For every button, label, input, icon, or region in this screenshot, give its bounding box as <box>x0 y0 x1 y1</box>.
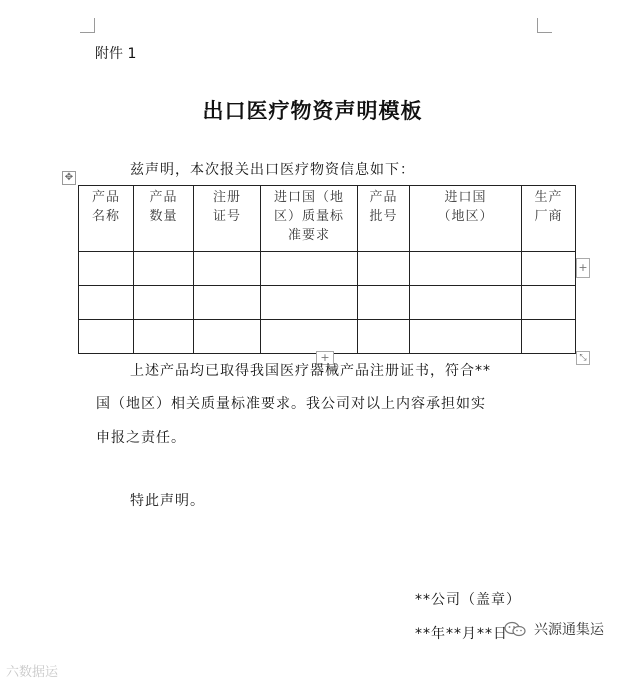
table-header-cell: 进口国 （地区） <box>410 186 522 252</box>
table-header-cell: 产品 批号 <box>358 186 410 252</box>
table-move-handle-icon[interactable]: ✥ <box>62 171 76 185</box>
table-cell[interactable] <box>134 286 194 320</box>
table-body <box>79 252 576 354</box>
statement-line-2: 国（地区）相关质量标准要求。我公司对以上内容承担如实 <box>96 396 486 412</box>
date-line: **年**月**日 <box>415 626 508 642</box>
table-row <box>79 286 576 320</box>
table-header-cell: 进口国（地 区）质量标 准要求 <box>261 186 358 252</box>
statement-line-1: 上述产品均已取得我国医疗器械产品注册证书，符合** <box>130 363 491 379</box>
table-cell[interactable] <box>134 320 194 354</box>
add-column-icon[interactable]: + <box>576 258 590 278</box>
table-row <box>79 252 576 286</box>
table-cell[interactable] <box>134 252 194 286</box>
table-cell[interactable] <box>79 286 134 320</box>
table-cell[interactable] <box>261 252 358 286</box>
intro-text: 兹声明，本次报关出口医疗物资信息如下： <box>130 162 415 178</box>
watermark-right-text: 兴源通集运 <box>534 622 604 638</box>
table-cell[interactable] <box>410 252 522 286</box>
watermark-right <box>504 619 604 639</box>
table-cell[interactable] <box>410 320 522 354</box>
company-seal-line: **公司（盖章） <box>415 592 521 608</box>
table-header-row <box>79 186 576 252</box>
add-row-icon[interactable]: + <box>316 351 334 365</box>
closing-text: 特此声明。 <box>130 493 205 509</box>
table-cell[interactable] <box>522 286 576 320</box>
table-cell[interactable] <box>261 286 358 320</box>
table-cell[interactable] <box>410 286 522 320</box>
wechat-icon <box>504 621 526 637</box>
table-resize-icon[interactable]: ⤡ <box>576 351 590 365</box>
crop-mark-top-left <box>80 18 95 33</box>
table-cell[interactable] <box>358 252 410 286</box>
crop-mark-top-right <box>537 18 552 33</box>
table-cell[interactable] <box>194 286 261 320</box>
table-header-cell: 生产 厂商 <box>522 186 576 252</box>
table-cell[interactable] <box>261 320 358 354</box>
table-header-cell: 注册 证号 <box>194 186 261 252</box>
table-cell[interactable] <box>79 320 134 354</box>
table-cell[interactable] <box>194 320 261 354</box>
document-title: 出口医疗物资声明模板 <box>202 99 423 123</box>
table-cell[interactable] <box>358 286 410 320</box>
table-cell[interactable] <box>79 252 134 286</box>
table-cell[interactable] <box>522 252 576 286</box>
table-header-cell: 产品 名称 <box>79 186 134 252</box>
table-cell[interactable] <box>194 252 261 286</box>
declaration-table <box>78 185 576 354</box>
statement-line-3: 申报之责任。 <box>96 430 186 446</box>
table-header-cell: 产品 数量 <box>134 186 194 252</box>
table-row <box>79 320 576 354</box>
table-cell[interactable] <box>358 320 410 354</box>
attachment-label: 附件 1 <box>95 46 137 62</box>
table-cell[interactable] <box>522 320 576 354</box>
watermark-left: 六数据运 <box>6 665 59 680</box>
